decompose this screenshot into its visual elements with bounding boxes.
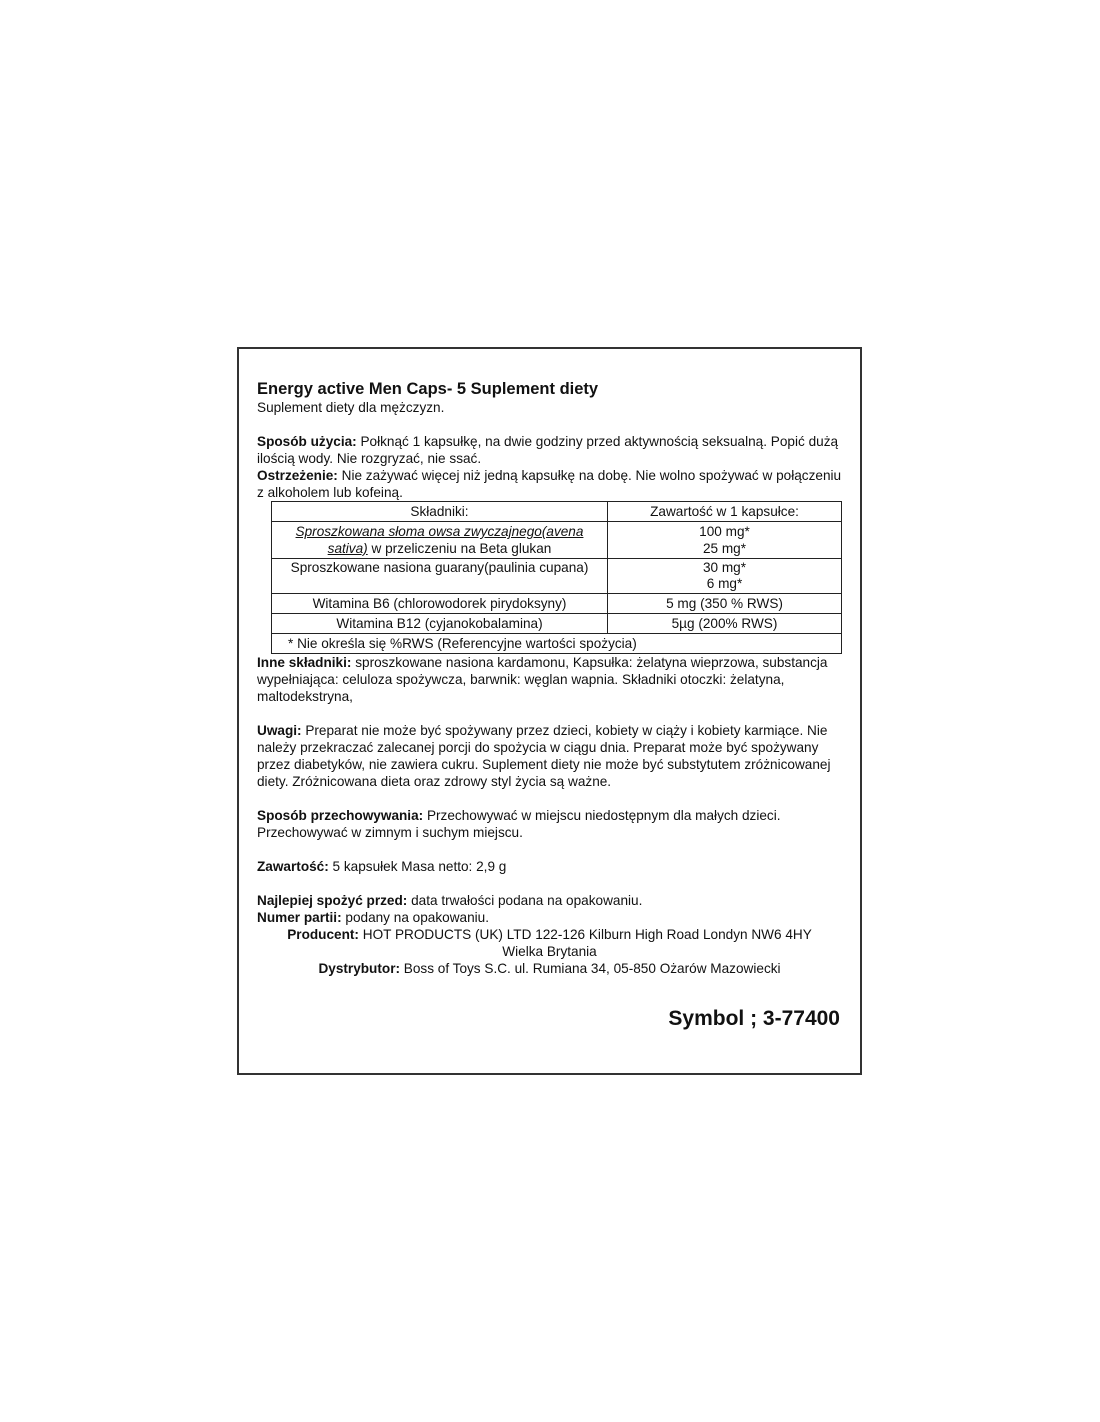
best-before-label: Najlepiej spożyć przed: <box>257 893 408 908</box>
distributor-text: Boss of Toys S.C. ul. Rumiana 34, 05-850 Ożarów Mazowiecki <box>400 961 781 976</box>
producer-text: HOT PRODUCTS (UK) LTD 122-126 Kilburn High Road Londyn NW6 4HY <box>358 927 812 942</box>
value-line: 25 mg* <box>702 541 747 556</box>
table-row <box>272 614 842 634</box>
table-row <box>272 594 842 614</box>
other-ingredients-section <box>257 654 842 705</box>
product-subtitle: Suplement diety dla mężczyzn. <box>257 400 445 415</box>
table-row <box>272 522 842 559</box>
product-title: Energy active Men Caps- 5 Suplement diety <box>257 380 599 398</box>
ingredient-value <box>608 522 842 559</box>
notes-label: Uwagi: <box>257 723 302 738</box>
ingredient-name: Witamina B12 (cyjanokobalamina) <box>272 614 608 634</box>
ingredient-name <box>272 522 608 559</box>
storage-text: Przechowywać w miejscu niedostępnym dla małych dzieci. Przechowywać w zimnym i suchym miejscu. <box>257 808 781 840</box>
table-header-row <box>272 502 842 522</box>
ingredient-name: Sproszkowane nasiona guarany(paulinia cupana) <box>272 559 608 594</box>
warning-label: Ostrzeżenie: <box>257 468 338 483</box>
ingredient-name-rest: w przeliczeniu na Beta glukan <box>367 541 552 556</box>
warning-text: Nie zażywać więcej niż jedną kapsułkę na dobę. Nie wolno spożywać w połączeniu z alkoholem lub kofeiną. <box>257 468 842 500</box>
best-before-text: data trwałości podana na opakowaniu. <box>407 893 643 908</box>
usage-label: Sposób użycia: <box>257 434 357 449</box>
warning-section <box>257 467 842 501</box>
producer-country: Wielka Brytania <box>502 944 597 959</box>
ingredient-value: 5 mg (350 % RWS) <box>608 594 842 614</box>
ingredient-value <box>608 559 842 594</box>
other-label: Inne składniki: <box>257 655 352 670</box>
table-header-content: Zawartość w 1 kapsułce: <box>608 502 842 522</box>
label-content <box>257 379 842 977</box>
batch-label: Numer partii: <box>257 910 342 925</box>
other-text: sproszkowane nasiona kardamonu, Kapsułka: żelatyna wieprzowa, substancja wypełniająca: celuloza spożywcza, barwnik: węglan wapnia. Składniki otoczki: żelatyna, maltodekstryna, <box>257 655 828 704</box>
ingredient-name-latin: Sproszkowana słoma owsa zwyczajnego(avena sativa) <box>295 524 584 556</box>
content-label: Zawartość: <box>257 859 329 874</box>
ingredients-table <box>271 501 842 654</box>
content-text: 5 kapsułek Masa netto: 2,9 g <box>328 859 507 874</box>
usage-section <box>257 433 842 467</box>
best-before-section <box>257 892 842 909</box>
content-section <box>257 858 842 875</box>
producer-section <box>257 926 842 943</box>
product-label <box>237 347 862 1075</box>
table-header-ingredients: Składniki: <box>272 502 608 522</box>
value-line: 30 mg* <box>702 560 747 575</box>
value-line: 100 mg* <box>699 524 750 539</box>
storage-section <box>257 807 842 841</box>
value-line: 6 mg* <box>706 576 743 591</box>
notes-text: Preparat nie może być spożywany przez dzieci, kobiety w ciąży i kobiety karmiące. Nie należy przekraczać zalecanej porcji do spożycia w ciągu dnia. Preparat może być spożywany przez diabetyków, nie zawiera cukru. Suplement diety nie może być substytutem zróżnicowanej diety. Zróżnicowana dieta oraz zdrowy styl życia są ważne. <box>257 723 831 789</box>
product-symbol: Symbol ; 3-77400 <box>668 1007 840 1030</box>
storage-label: Sposób przechowywania: <box>257 808 424 823</box>
usage-text: Połknąć 1 kapsułkę, na dwie godziny przed aktywnością seksualną. Popić dużą ilością wody. Nie rozgryzać, nie ssać. <box>257 434 839 466</box>
distributor-label: Dystrybutor: <box>318 961 401 976</box>
ingredient-name: Witamina B6 (chlorowodorek pirydoksyny) <box>272 594 608 614</box>
notes-section <box>257 722 842 790</box>
batch-section <box>257 909 842 926</box>
table-note: * Nie określa się %RWS (Referencyjne wartości spożycia) <box>272 634 842 654</box>
ingredient-value: 5µg (200% RWS) <box>608 614 842 634</box>
batch-text: podany na opakowaniu. <box>341 910 489 925</box>
distributor-section <box>257 960 842 977</box>
table-note-row <box>272 634 842 654</box>
table-row <box>272 559 842 594</box>
producer-label: Producent: <box>287 927 359 942</box>
